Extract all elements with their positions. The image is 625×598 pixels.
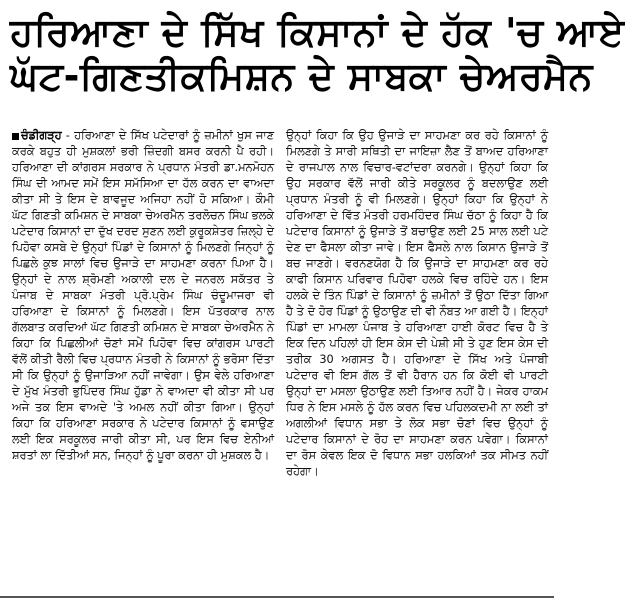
- article-column-right: [286, 128, 548, 590]
- headline-line-1: ਹਰਿਆਣਾ ਦੇ ਸਿੱਖ ਕਿਸਾਨਾਂ ਦੇ ਹੱਕ 'ਚ ਆਏ: [10, 10, 625, 54]
- dateline: ਚੰਡੀਗੜ੍ਹ: [21, 129, 62, 142]
- article-body-left: - ਹਰਿਆਣਾ ਦੇ ਸਿੱਖ ਪਟੇਦਾਰਾਂ ਨੂੰ ਜ਼ਮੀਨਾਂ ਖੁਸ ਜਾਣ ਕਰਕੇ ਬਹੁਤ ਹੀ ਮੁਸ਼ਕਲਾਂ ਭਰੀ ਜ਼ਿੰਦਗੀ ਬਸਰ ਕਰਨੀ ਪੈ ਰਹੀ। ਹਰਿਆਣਾ ਦੀ ਕਾਂਗਰਸ ਸਰਕਾਰ ਨੇ ਪ੍ਰਧਾਨ ਮੰਤਰੀ ਡਾ.ਮਨਮੋਹਨ ਸਿੰਘ ਦੀ ਆਮਦ ਸਮੇਂ ਇਸ ਸਮੱਸਿਆ ਦਾ ਹੱਲ ਕਰਨ ਦਾ ਵਾਅਦਾ ਕੀਤਾ ਸੀ ਤੇ ਇਸ ਦੇ ਬਾਵਜੂਦ ਅਜਿਹਾ ਨਹੀਂ ਹੋ ਸਕਿਆ। ਕੌਮੀ ਘੱਟ ਗਿਣਤੀ ਕਮਿਸ਼ਨ ਦੇ ਸਾਬਕਾ ਚੇਅਰਮੈਨ ਤਰਲੋਚਨ ਸਿੰਘ ਭਲਕੇ ਪਟੇਦਾਰ ਕਿਸਾਨਾਂ ਦਾ ਦੁੱਖ ਦਰਦ ਸੁਣਨ ਲਈ ਕੁਰੂਕਸ਼ੇਤਰ ਜ਼ਿਲ੍ਹੇ ਦੇ ਪਿਹੋਵਾ ਕਸਬੇ ਦੇ ਉਨ੍ਹਾਂ ਪਿੰਡਾਂ ਦੇ ਕਿਸਾਨਾਂ ਨੂੰ ਮਿਲਣਗੇ ਜਿਨ੍ਹਾਂ ਨੂੰ ਪਿਛਲੇ ਕੁਝ ਸਾਲਾਂ ਵਿਚ ਉਜਾੜੇ ਦਾ ਸਾਹਮਣਾ ਕਰਨਾ ਪਿਆ ਹੈ। ਉਨ੍ਹਾਂ ਦੇ ਨਾਲ ਸ਼੍ਰੋਮਣੀ ਅਕਾਲੀ ਦਲ ਦੇ ਜਨਰਲ ਸਕੱਤਰ ਤੇ ਪੰਜਾਬ ਦੇ ਸਾਬਕਾ ਮੰਤਰੀ ਪ੍ਰੋ.ਪ੍ਰੇਮ ਸਿੰਘ ਚੰਦੂਮਾਜਰਾ ਵੀ ਹਰਿਆਣਾ ਦੇ ਕਿਸਾਨਾਂ ਨੂੰ ਮਿਲਣਗੇ। ਇਸ ਪੱਤਰਕਾਰ ਨਾਲ ਗੱਲਬਾਤ ਕਰਦਿਆਂ ਘੱਟ ਗਿਣਤੀ ਕਮਿਸ਼ਨ ਦੇ ਸਾਬਕਾ ਚੇਅਰਮੈਨ ਨੇ ਕਿਹਾ ਕਿ ਪਿਛਲੀਆਂ ਚੋਣਾਂ ਸਮੇਂ ਪਿਹੋਵਾ ਵਿਚ ਕਾਂਗਰਸ ਪਾਰਟੀ ਵੱਲੋਂ ਕੀਤੀ ਰੈਲੀ ਵਿਚ ਪ੍ਰਧਾਨ ਮੰਤਰੀ ਨੇ ਕਿਸਾਨਾਂ ਨੂੰ ਭਰੋਸਾ ਦਿੱਤਾ ਸੀ ਕਿ ਉਨ੍ਹਾਂ ਨੂੰ ਉਜਾੜਿਆ ਨਹੀਂ ਜਾਵੇਗਾ। ਉਸ ਵੇਲੇ ਹਰਿਆਣਾ ਦੇ ਮੁੱਖ ਮੰਤਰੀ ਭੁਪਿੰਦਰ ਸਿੰਘ ਹੁੱਡਾ ਨੇ ਵਾਅਦਾ ਵੀ ਕੀਤਾ ਸੀ ਪਰ ਅਜੇ ਤਕ ਇਸ ਵਾਅਦੇ 'ਤੇ ਅਮਲ ਨਹੀਂ ਕੀਤਾ ਗਿਆ। ਉਨ੍ਹਾਂ ਕਿਹਾ ਕਿ ਹਰਿਆਣਾ ਸਰਕਾਰ ਨੇ ਪਟੇਦਾਰ ਕਿਸਾਨਾਂ ਨੂੰ ਵਸਾਉਣ ਲਈ ਇਕ ਸਰਕੂਲਰ ਜਾਰੀ ਕੀਤਾ ਸੀ, ਪਰ ਇਸ ਵਿਚ ਏਨੀਆਂ ਸ਼ਰਤਾਂ ਲਾ ਦਿੱਤੀਆਂ ਸਨ, ਜਿਨ੍ਹਾਂ ਨੂੰ ਪੂਰਾ ਕਰਨਾ ਹੀ ਮੁਸ਼ਕਲ ਹੈ।: [12, 129, 274, 462]
- article-column-left: [12, 128, 274, 590]
- article-body-right: ਉਨ੍ਹਾਂ ਕਿਹਾ ਕਿ ਉਹ ਉਜਾੜੇ ਦਾ ਸਾਹਮਣਾ ਕਰ ਰਹੇ ਕਿਸਾਨਾਂ ਨੂੰ ਮਿਲਣਗੇ ਤੇ ਸਾਰੀ ਸਥਿਤੀ ਦਾ ਜਾਇਜ਼ਾ ਲੈਣ ਤੋਂ ਬਾਅਦ ਹਰਿਆਣਾ ਦੇ ਰਾਜਪਾਲ ਨਾਲ ਵਿਚਾਰ-ਵਟਾਂਦਰਾ ਕਰਨਗੇ। ਉਨ੍ਹਾਂ ਕਿਹਾ ਕਿ ਉਹ ਸਰਕਾਰ ਵੱਲੋਂ ਜਾਰੀ ਕੀਤੇ ਸਰਕੂਲਰ ਨੂੰ ਬਦਲਾਉਣ ਲਈ ਪ੍ਰਧਾਨ ਮੰਤਰੀ ਨੂੰ ਵੀ ਮਿਲਣਗੇ। ਉਨ੍ਹਾਂ ਕਿਹਾ ਕਿ ਉਨ੍ਹਾਂ ਨੇ ਹਰਿਆਣਾ ਦੇ ਵਿੱਤ ਮੰਤਰੀ ਹਰਮਹਿੰਦਰ ਸਿੰਘ ਚੱਠਾ ਨੂੰ ਕਿਹਾ ਹੈ ਕਿ ਪਟੇਦਾਰ ਕਿਸਾਨਾਂ ਨੂੰ ਉਜਾੜੇ ਤੋਂ ਬਚਾਉਣ ਲਈ 25 ਸਾਲ ਲਈ ਪਟੇ ਦੇਣ ਦਾ ਫੈਸਲਾ ਕੀਤਾ ਜਾਵੇ। ਇਸ ਫੈਸਲੇ ਨਾਲ ਕਿਸਾਨ ਉਜਾੜੇ ਤੋਂ ਬਚ ਜਾਣਗੇ। ਵਰਨਣਯੋਗ ਹੈ ਕਿ ਉਜਾੜੇ ਦਾ ਸਾਹਮਣਾ ਕਰ ਰਹੇ ਕਾਫੀ ਕਿਸਾਨ ਪਰਿਵਾਰ ਪਿਹੋਵਾ ਹਲਕੇ ਵਿਚ ਰਹਿੰਦੇ ਹਨ। ਇਸ ਹਲਕੇ ਦੇ ਤਿੰਨ ਪਿੰਡਾਂ ਦੇ ਕਿਸਾਨਾਂ ਨੂੰ ਜ਼ਮੀਨਾਂ ਤੋਂ ਉਠਾ ਦਿੱਤਾ ਗਿਆ ਹੈ ਤੇ ਦੋ ਹੋਰ ਪਿੰਡਾਂ ਨੂੰ ਉਠਾਉਣ ਦੀ ਵੀ ਨੌਬਤ ਆ ਗਈ ਹੈ। ਇਨ੍ਹਾਂ ਪਿੰਡਾਂ ਦਾ ਮਾਮਲਾ ਪੰਜਾਬ ਤੇ ਹਰਿਆਣਾ ਹਾਈ ਕੋਰਟ ਵਿਚ ਹੈ ਤੇ ਇਕ ਦਿਨ ਪਹਿਲਾਂ ਹੀ ਇਸ ਕੇਸ ਦੀ ਪੇਸ਼ੀ ਸੀ ਤੇ ਹੁਣ ਇਸ ਕੇਸ ਦੀ ਤਰੀਕ 30 ਅਗਸਤ ਹੈ। ਹਰਿਆਣਾ ਦੇ ਸਿੱਖ ਅਤੇ ਪੰਜਾਬੀ ਪਟੇਦਾਰ ਵੀ ਇਸ ਗੱਲ ਤੋਂ ਵੀ ਹੈਰਾਨ ਹਨ ਕਿ ਕੋਈ ਵੀ ਪਾਰਟੀ ਉਨ੍ਹਾਂ ਦਾ ਮਸਲਾ ਉਠਾਉਣ ਲਈ ਤਿਆਰ ਨਹੀਂ ਹੈ। ਜੇਕਰ ਹਾਕਮ ਧਿਰ ਨੇ ਇਸ ਮਸਲੇ ਨੂੰ ਹੱਲ ਕਰਨ ਵਿਚ ਪਹਿਲਕਦਮੀ ਨਾ ਲਈ ਤਾਂ ਅਗਲੀਆਂ ਵਿਧਾਨ ਸਭਾ ਤੇ ਲੋਕ ਸਭਾ ਚੋਣਾਂ ਵਿਚ ਉਨ੍ਹਾਂ ਨੂੰ ਪਟੇਦਾਰ ਕਿਸਾਨਾਂ ਦੇ ਰੋਹ ਦਾ ਸਾਹਮਣਾ ਕਰਨ ਪਵੇਗਾ। ਕਿਸਾਨਾਂ ਦਾ ਰੋਸ ਕੇਵਲ ਇਕ ਦੋ ਵਿਧਾਨ ਸਭਾ ਹਲਕਿਆਂ ਤਕ ਸੀਮਤ ਨਹੀਂ ਰਹੇਗਾ।: [286, 129, 548, 478]
- headline: [10, 10, 625, 98]
- headline-line-2: ਘੱਟ-ਗਿਣਤੀਕਮਿਸ਼ਨ ਦੇ ਸਾਬਕਾ ਚੇਅਰਮੈਨ: [10, 54, 593, 98]
- article-paragraph-left: [12, 128, 274, 464]
- bullet-icon: [12, 133, 19, 140]
